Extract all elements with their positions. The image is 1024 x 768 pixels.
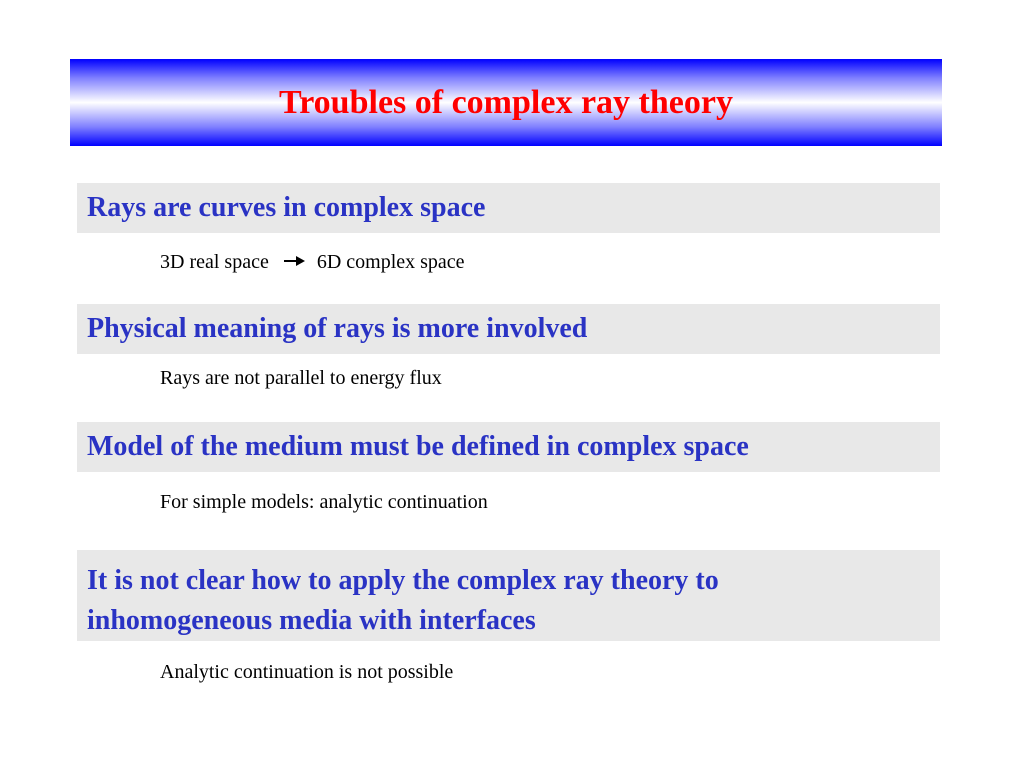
section-heading-1-text: Rays are curves in complex space — [87, 192, 486, 223]
section-detail-4 — [160, 662, 453, 682]
section-detail-3-text: For simple models: analytic continuation — [160, 491, 488, 513]
section-heading-4-line-1: It is not clear how to apply the complex ray theory to — [87, 565, 719, 596]
section-detail-2 — [160, 368, 442, 388]
right-arrow-icon — [283, 254, 305, 268]
section-detail-4-text: Analytic continuation is not possible — [160, 661, 454, 683]
section-detail-1-to: 6D complex space — [316, 251, 465, 273]
section-heading-3 — [77, 422, 940, 472]
title-bar — [70, 59, 942, 146]
section-heading-2-text: Physical meaning of rays is more involved — [87, 313, 588, 344]
section-heading-4 — [77, 550, 940, 641]
section-heading-4-line-2: inhomogeneous media with interfaces — [87, 605, 536, 636]
section-detail-3 — [160, 492, 488, 512]
section-detail-1 — [160, 252, 465, 272]
slide-title: Troubles of complex ray theory — [279, 83, 733, 121]
section-heading-2 — [77, 304, 940, 354]
section-heading-3-text: Model of the medium must be defined in complex space — [87, 431, 749, 462]
section-heading-1 — [77, 183, 940, 233]
section-detail-1-from: 3D real space — [160, 251, 269, 273]
section-detail-2-text: Rays are not parallel to energy flux — [160, 367, 442, 389]
